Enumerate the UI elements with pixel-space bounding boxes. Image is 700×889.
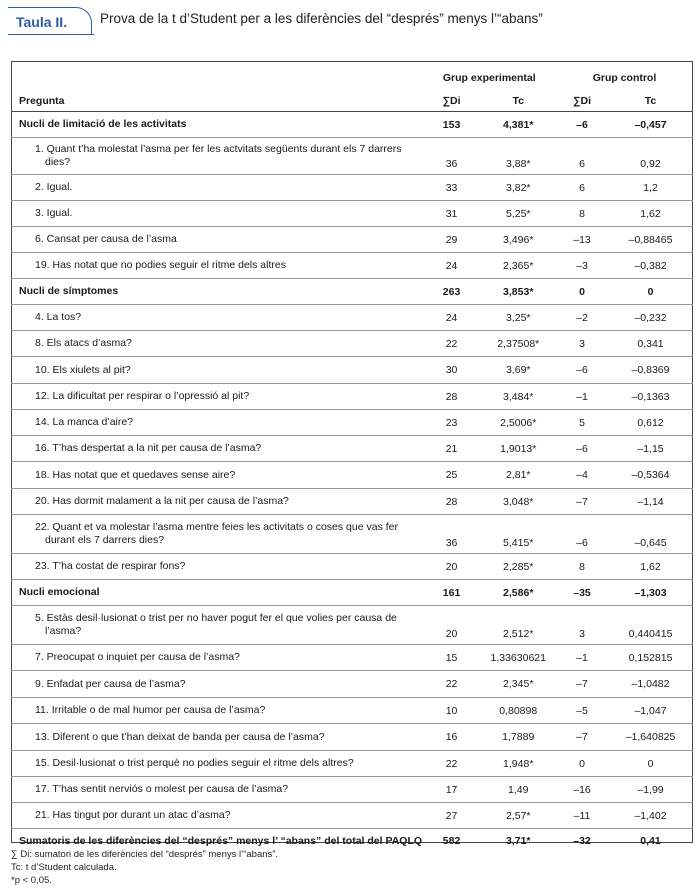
col-header-pregunta: Pregunta bbox=[11, 91, 423, 112]
table-row bbox=[11, 698, 693, 724]
tc-ctrl-cell: 1,2 bbox=[608, 175, 693, 201]
tc-ctrl-cell: 0,341 bbox=[608, 331, 693, 357]
sumdi-exp-cell: 27 bbox=[423, 803, 481, 829]
row-label-text: 23. T’ha costat de respirar fons? bbox=[35, 560, 186, 572]
sumdi-ctrl-cell: 6 bbox=[556, 138, 608, 175]
sumdi-ctrl-cell: –6 bbox=[556, 436, 608, 462]
tc-ctrl-cell: –1,303 bbox=[608, 580, 693, 606]
row-label bbox=[11, 305, 423, 331]
tc-exp-cell: 4,381* bbox=[481, 112, 556, 138]
row-label-text: Nucli emocional bbox=[19, 586, 100, 598]
row-label bbox=[11, 175, 423, 201]
sumdi-exp-cell: 28 bbox=[423, 384, 481, 410]
tc-ctrl-cell: 1,62 bbox=[608, 554, 693, 580]
tc-ctrl-cell: –0,1363 bbox=[608, 384, 693, 410]
sumdi-exp-cell: 20 bbox=[423, 554, 481, 580]
tc-exp-cell: 3,484* bbox=[481, 384, 556, 410]
sumdi-ctrl-cell: 5 bbox=[556, 410, 608, 436]
sumdi-ctrl-cell: –11 bbox=[556, 803, 608, 829]
sumdi-ctrl-cell: 0 bbox=[556, 279, 608, 305]
sumdi-exp-cell: 24 bbox=[423, 253, 481, 279]
tc-ctrl-cell: –1,047 bbox=[608, 698, 693, 724]
tc-exp-cell: 5,415* bbox=[481, 515, 556, 554]
row-label-text: Nucli de símptomes bbox=[19, 285, 119, 297]
row-label bbox=[11, 384, 423, 410]
tc-ctrl-cell: –1,0482 bbox=[608, 671, 693, 698]
sumdi-exp-cell: 15 bbox=[423, 645, 481, 671]
row-label bbox=[11, 253, 423, 279]
tc-exp-cell: 2,5006* bbox=[481, 410, 556, 436]
row-label-text: 3. Igual. bbox=[35, 207, 73, 219]
table-row bbox=[11, 305, 693, 331]
table-row bbox=[11, 357, 693, 384]
row-label-text: 17. T’has sentit nerviós o molest per causa de l’asma? bbox=[35, 783, 289, 795]
tc-exp-cell: 0,80898 bbox=[481, 698, 556, 724]
table-caption: Prova de la t d’Student per a les diferències del “després” menys l’“abans” bbox=[100, 11, 543, 26]
tc-exp-cell: 2,37508* bbox=[481, 331, 556, 357]
tc-ctrl-cell: –1,402 bbox=[608, 803, 693, 829]
row-label bbox=[11, 671, 423, 698]
tc-exp-cell: 5,25* bbox=[481, 201, 556, 227]
table-label: Taula II. bbox=[16, 14, 68, 30]
tc-ctrl-cell: –0,645 bbox=[608, 515, 693, 554]
sumdi-ctrl-cell: –6 bbox=[556, 112, 608, 138]
section-row bbox=[11, 580, 693, 606]
tc-exp-cell: 1,49 bbox=[481, 777, 556, 803]
row-label bbox=[11, 227, 423, 253]
row-label bbox=[11, 803, 423, 829]
row-label bbox=[11, 357, 423, 384]
sumdi-ctrl-cell: 3 bbox=[556, 606, 608, 645]
table-row bbox=[11, 489, 693, 515]
sumdi-ctrl-cell: 8 bbox=[556, 201, 608, 227]
tc-exp-cell: 2,81* bbox=[481, 462, 556, 489]
tc-ctrl-cell: –0,5364 bbox=[608, 462, 693, 489]
tc-ctrl-cell: 0,41 bbox=[640, 835, 661, 847]
sumdi-exp-cell: 31 bbox=[423, 201, 481, 227]
row-label-text: Nucli de limitació de les activitats bbox=[19, 118, 187, 130]
table-row bbox=[11, 138, 693, 175]
tc-exp-cell: 3,69* bbox=[481, 357, 556, 384]
sumdi-ctrl-cell: –13 bbox=[556, 227, 608, 253]
row-label-text: 13. Diferent o que t’han deixat de banda per causa de l’asma? bbox=[35, 730, 325, 743]
row-label bbox=[11, 462, 423, 489]
row-label bbox=[11, 331, 423, 357]
row-label-text: 15. Desil·lusionat o trist perquè no podies seguir el ritme dels altres? bbox=[35, 757, 354, 769]
sumdi-exp-cell: 24 bbox=[423, 305, 481, 331]
row-label-text: 14. La manca d’aire? bbox=[35, 416, 134, 428]
sumdi-exp-cell: 20 bbox=[423, 606, 481, 645]
sumdi-ctrl-cell: –32 bbox=[573, 835, 591, 847]
sumdi-ctrl-cell: –3 bbox=[556, 253, 608, 279]
tc-exp-cell: 3,25* bbox=[481, 305, 556, 331]
table-row bbox=[11, 227, 693, 253]
sumdi-ctrl-cell: –16 bbox=[556, 777, 608, 803]
tc-exp-cell: 2,345* bbox=[481, 671, 556, 698]
row-label bbox=[11, 645, 423, 671]
sumdi-exp-cell: 10 bbox=[423, 698, 481, 724]
tc-ctrl-cell: –1,99 bbox=[608, 777, 693, 803]
row-label-text: 7. Preocupat o inquiet per causa de l’asma? bbox=[35, 651, 240, 663]
sumdi-ctrl-cell: 6 bbox=[556, 175, 608, 201]
row-label bbox=[11, 580, 423, 606]
sumdi-exp-cell: 21 bbox=[423, 436, 481, 462]
row-label-text: 12. La dificultat per respirar o l’opressió al pit? bbox=[35, 390, 250, 402]
sumdi-exp-cell: 161 bbox=[423, 580, 481, 606]
sumdi-ctrl-cell: 0 bbox=[556, 751, 608, 777]
sumdi-exp-cell: 22 bbox=[423, 671, 481, 698]
table-row bbox=[11, 803, 693, 829]
table-row bbox=[11, 462, 693, 489]
tc-ctrl-cell: –0,8369 bbox=[608, 357, 693, 384]
tc-exp-cell: 1,7889 bbox=[481, 724, 556, 751]
tc-exp-cell: 1,948* bbox=[481, 751, 556, 777]
row-label-text: 1. Quant t’ha molestat l’asma per fer les actvitats següents durant els 7 darrers dies? bbox=[35, 143, 402, 168]
row-label-text: 16. T’has despertat a la nit per causa de l’asma? bbox=[35, 442, 262, 454]
tc-exp-cell: 2,285* bbox=[481, 554, 556, 580]
table-row bbox=[11, 671, 693, 698]
sumdi-exp-cell: 16 bbox=[423, 724, 481, 751]
tc-exp-cell: 3,853* bbox=[481, 279, 556, 305]
tc-ctrl-cell: –1,640825 bbox=[608, 724, 693, 751]
col-header-tc-ctrl: Tc bbox=[608, 91, 693, 112]
row-label-text: 6. Cansat per causa de l’asma bbox=[35, 233, 177, 245]
tc-ctrl-cell: 0 bbox=[608, 279, 693, 305]
tc-exp-cell: 3,048* bbox=[481, 489, 556, 515]
table-row bbox=[11, 201, 693, 227]
row-label bbox=[11, 112, 423, 138]
row-label-text: 4. La tos? bbox=[35, 311, 82, 323]
row-label bbox=[11, 489, 423, 515]
section-row bbox=[11, 279, 693, 305]
group-control-header: Grup control bbox=[592, 72, 657, 84]
row-label-text: 10. Els xiulets al pit? bbox=[35, 363, 131, 376]
row-label-text: 21. Has tingut por durant un atac d’asma? bbox=[35, 809, 231, 821]
sumdi-ctrl-cell: 3 bbox=[556, 331, 608, 357]
results-table bbox=[11, 61, 693, 873]
tc-exp-cell: 3,82* bbox=[481, 175, 556, 201]
tc-exp-cell: 3,71* bbox=[505, 835, 531, 847]
sumdi-ctrl-cell: –1 bbox=[556, 384, 608, 410]
tc-ctrl-cell: 0 bbox=[608, 751, 693, 777]
row-label bbox=[11, 201, 423, 227]
sumdi-exp-cell: 28 bbox=[423, 489, 481, 515]
tc-exp-cell: 2,512* bbox=[481, 606, 556, 645]
table-title-bar bbox=[8, 7, 694, 35]
row-label-text: 9. Enfadat per causa de l’asma? bbox=[35, 677, 186, 690]
tc-exp-cell: 2,365* bbox=[481, 253, 556, 279]
table-row bbox=[11, 554, 693, 580]
sumdi-exp-cell: 33 bbox=[423, 175, 481, 201]
row-label-text: 2. Igual. bbox=[35, 181, 73, 193]
tc-ctrl-cell: 0,612 bbox=[608, 410, 693, 436]
sumdi-exp-cell: 22 bbox=[423, 331, 481, 357]
tc-ctrl-cell: 0,92 bbox=[608, 138, 693, 175]
row-label bbox=[11, 410, 423, 436]
sumdi-ctrl-cell: –5 bbox=[556, 698, 608, 724]
table-row bbox=[11, 606, 693, 645]
table-row bbox=[11, 384, 693, 410]
row-label bbox=[11, 138, 423, 175]
tc-ctrl-cell: 1,62 bbox=[608, 201, 693, 227]
row-label bbox=[11, 436, 423, 462]
tab-underline bbox=[8, 34, 94, 35]
section-row bbox=[11, 112, 693, 138]
sumdi-exp-cell: 29 bbox=[423, 227, 481, 253]
row-label-text: 5. Estàs desil·lusionat o trist per no haver pogut fer el que volies per causa de l’asma? bbox=[35, 612, 397, 637]
tc-exp-cell: 3,88* bbox=[481, 138, 556, 175]
row-label-text: 20. Has dormit malament a la nit per causa de l’asma? bbox=[35, 495, 289, 507]
footnote-3: *p < 0,05. bbox=[11, 875, 52, 886]
row-label bbox=[11, 777, 423, 803]
row-label bbox=[11, 698, 423, 724]
sumdi-ctrl-cell: 8 bbox=[556, 554, 608, 580]
row-label bbox=[11, 515, 423, 554]
col-header-tc-exp: Tc bbox=[481, 91, 556, 112]
row-label-text: 19. Has notat que no podies seguir el ritme dels altres bbox=[35, 259, 286, 271]
sumdi-ctrl-cell: –35 bbox=[556, 580, 608, 606]
sumdi-exp-cell: 30 bbox=[423, 357, 481, 384]
sumdi-exp-cell: 22 bbox=[423, 751, 481, 777]
col-header-sumdi-ctrl: ∑Di bbox=[556, 91, 608, 112]
row-label-text: Sumatoris de les diferències del “després” menys l’ “abans” del total del PAQLQ bbox=[19, 835, 423, 847]
sumdi-exp-cell: 582 bbox=[442, 835, 461, 847]
sumdi-ctrl-cell: –2 bbox=[556, 305, 608, 331]
sumdi-ctrl-cell: –6 bbox=[556, 515, 608, 554]
sumdi-exp-cell: 25 bbox=[423, 462, 481, 489]
table-row bbox=[11, 777, 693, 803]
tc-exp-cell: 2,586* bbox=[481, 580, 556, 606]
tc-ctrl-cell: –1,14 bbox=[608, 489, 693, 515]
tc-ctrl-cell: 0,440415 bbox=[608, 606, 693, 645]
footnote-1: ∑ Di: sumatori de les diferències del “després” menys l’“abans”. bbox=[11, 849, 279, 860]
tc-exp-cell: 1,9013* bbox=[481, 436, 556, 462]
group-header-row bbox=[11, 61, 693, 91]
row-label-text: 18. Has notat que et quedaves sense aire? bbox=[35, 468, 236, 481]
sumdi-exp-cell: 23 bbox=[423, 410, 481, 436]
row-label-text: 8. Els atacs d’asma? bbox=[35, 337, 132, 349]
sumdi-ctrl-cell: –1 bbox=[556, 645, 608, 671]
col-header-sumdi-exp: ∑Di bbox=[423, 91, 481, 112]
group-experimental-header: Grup experimental bbox=[442, 72, 536, 84]
column-header-row bbox=[11, 91, 693, 112]
sumdi-ctrl-cell: –7 bbox=[556, 671, 608, 698]
row-label-text: 22. Quant et va molestar l’asma mentre feies les activitats o coses que vas fer durant els 7 darrers dies? bbox=[35, 521, 398, 546]
table-row bbox=[11, 724, 693, 751]
sumdi-exp-cell: 263 bbox=[423, 279, 481, 305]
table-row bbox=[11, 515, 693, 554]
table-row bbox=[11, 253, 693, 279]
sumdi-exp-cell: 36 bbox=[423, 515, 481, 554]
row-label bbox=[11, 751, 423, 777]
sumdi-exp-cell: 36 bbox=[423, 138, 481, 175]
table-row bbox=[11, 436, 693, 462]
table-row bbox=[11, 751, 693, 777]
tc-exp-cell: 3,496* bbox=[481, 227, 556, 253]
sumdi-exp-cell: 153 bbox=[423, 112, 481, 138]
sumdi-ctrl-cell: –7 bbox=[556, 489, 608, 515]
row-label-text: 11. Irritable o de mal humor per causa de l’asma? bbox=[35, 704, 266, 716]
table-row bbox=[11, 175, 693, 201]
row-label bbox=[11, 279, 423, 305]
sumdi-ctrl-cell: –4 bbox=[556, 462, 608, 489]
row-label bbox=[11, 606, 423, 645]
footnote-2: Tc: t d’Student calculada. bbox=[11, 862, 117, 873]
tc-ctrl-cell: –0,232 bbox=[608, 305, 693, 331]
sumdi-exp-cell: 17 bbox=[423, 777, 481, 803]
table-row bbox=[11, 331, 693, 357]
row-label bbox=[11, 554, 423, 580]
tc-ctrl-cell: 0,152815 bbox=[608, 645, 693, 671]
tc-exp-cell: 2,57* bbox=[481, 803, 556, 829]
table-row bbox=[11, 410, 693, 436]
tc-ctrl-cell: –0,382 bbox=[608, 253, 693, 279]
tc-ctrl-cell: –0,457 bbox=[608, 112, 693, 138]
row-label bbox=[11, 724, 423, 751]
tc-ctrl-cell: –0,88465 bbox=[608, 227, 693, 253]
tc-exp-cell: 1,33630621 bbox=[481, 645, 556, 671]
tc-ctrl-cell: –1,15 bbox=[608, 436, 693, 462]
sumdi-ctrl-cell: –7 bbox=[556, 724, 608, 751]
table-row bbox=[11, 645, 693, 671]
sumdi-ctrl-cell: –6 bbox=[556, 357, 608, 384]
